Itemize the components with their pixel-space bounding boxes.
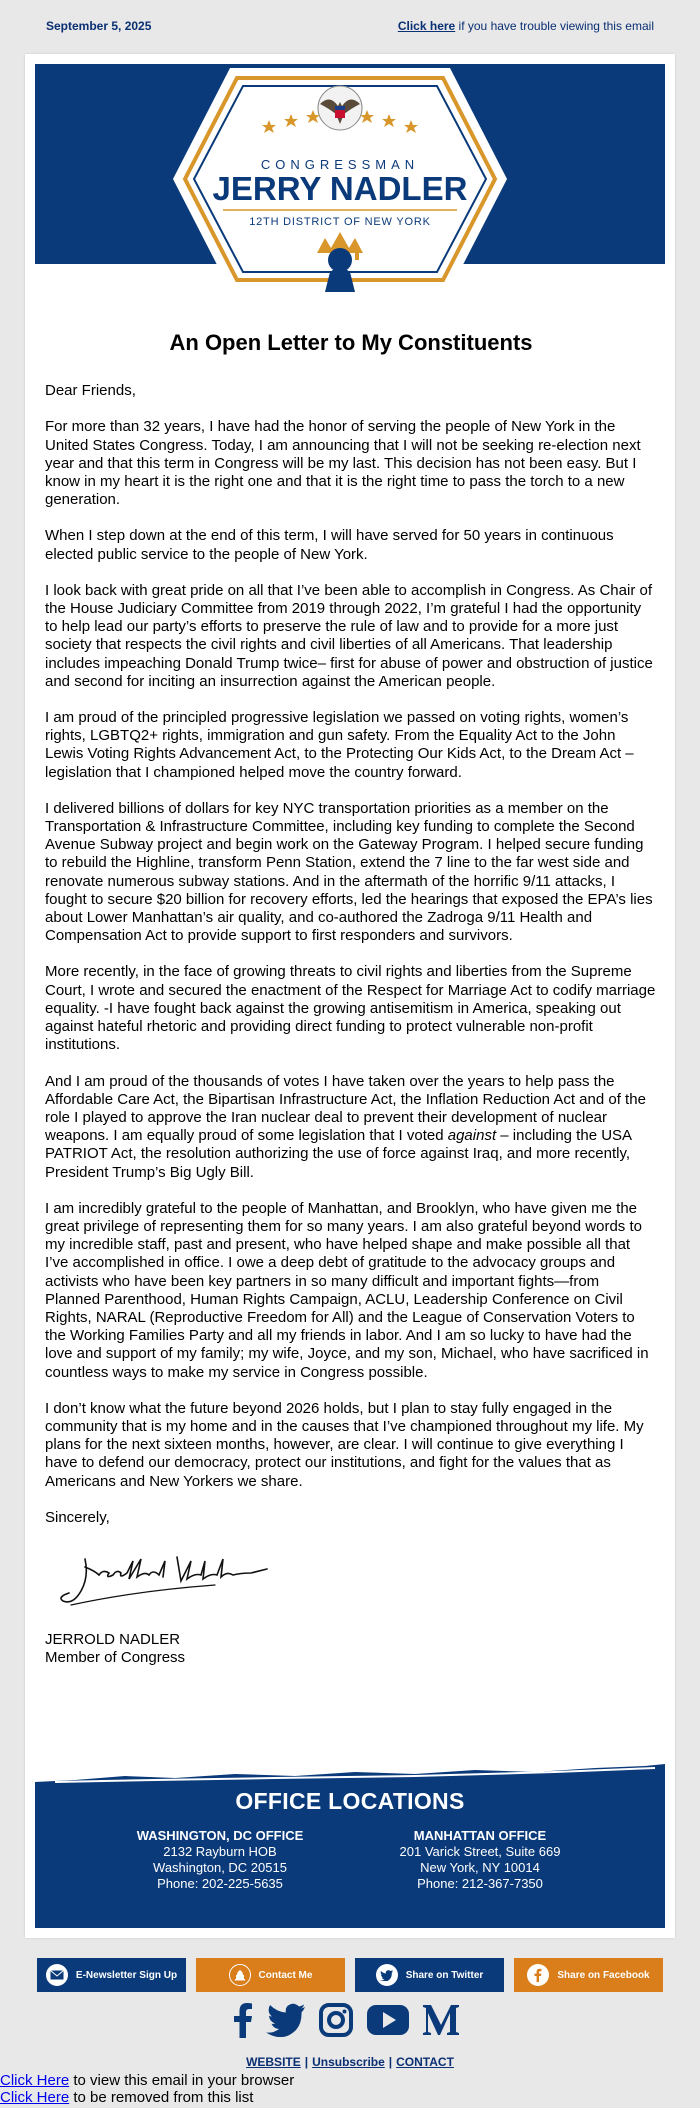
view-online-text: if you have trouble viewing this email (455, 19, 654, 33)
contact-link[interactable]: CONTACT (396, 2055, 454, 2069)
remove-line (0, 2089, 294, 2106)
facebook-icon (527, 1964, 549, 1986)
office-locations (35, 1760, 665, 1928)
link-separator: | (388, 2055, 393, 2069)
browser-view-text: to view this email in your browser (69, 2072, 295, 2089)
manhattan-office (355, 1828, 605, 1892)
twitter-social-icon[interactable] (266, 2003, 306, 2042)
share-facebook-label: Share on Facebook (557, 1969, 650, 1981)
letter-paragraph: I look back with great pride on all that I’ve been able to accomplish in Congress. As Chair of the House Judiciary Committee from 2019 through 2022, I’m grateful I had the opportunity to help lead our party’s efforts to preserve the rule of law and to provide for a more just society that respects the civil rights and civil liberties of all Americans. That leadership includes impeaching Donald Trump twice– first for abuse of power and obstruction of justice and second for inciting an insurrection against the American people. (45, 581, 653, 690)
dc-office-address-1: 2132 Rayburn HOB (163, 1844, 277, 1859)
newsletter-signup-label: E-Newsletter Sign Up (75, 1969, 178, 1981)
newsletter-signup-button[interactable] (37, 1958, 186, 1992)
letter-emphasis: against (447, 1127, 497, 1145)
congressman-logo (167, 58, 513, 304)
manhattan-office-phone: Phone: 212-367-7350 (417, 1876, 543, 1891)
logo-line1: CONGRESSMAN (260, 157, 420, 172)
browser-view-link[interactable]: Click Here (0, 2072, 70, 2089)
signature-image (55, 1547, 285, 1613)
manhattan-office-address-1: 201 Varick Street, Suite 669 (399, 1844, 561, 1859)
remove-link[interactable]: Click Here (0, 2089, 70, 2106)
manhattan-office-address-2: New York, NY 10014 (420, 1860, 540, 1875)
email-card (25, 54, 675, 1938)
letter-paragraph: I am incredibly grateful to the people of Manhattan, and Brooklyn, who have given me the great privilege of representing them for so many years. I am also grateful beyond words to my incredible staff, past and present, who have helped shape and make possible all that I’ve accomplished in office. I owe a deep debt of gratitude to the advocacy groups and activists who have been key partners in so many difficult and important fights—from Planned Parenthood, Human Rights Campaign, ACLU, Leadership Conference on Civil Rights, NARAL (Reproductive Freedom for All) and the League of Conservation Voters to the Working Families Party and all my friends in labor. And I am so lucky to have had the love and support of my family; my wife, Joyce, and my son, Michael, who have sacrificed in countless ways to make my service in Congress possible. (45, 1199, 649, 1381)
manhattan-office-name: MANHATTAN OFFICE (413, 1828, 547, 1843)
share-facebook-button[interactable] (514, 1958, 663, 1992)
capitol-icon (229, 1964, 251, 1986)
social-icons (232, 2002, 460, 2042)
letter-body (45, 330, 657, 1667)
view-online-notice (398, 19, 654, 33)
link-separator: | (304, 2055, 309, 2069)
twitter-icon (376, 1964, 398, 1986)
letter-paragraph: For more than 32 years, I have had the honor of serving the people of New York in the United States Congress. Today, I am announcing that I will not be seeking re-election next year and that this term in Congress will be my last. This decision has not been easy. But I know in my heart it is the right one and that it is the right time to pass the torch to a new generation. (45, 418, 641, 509)
letter-text: And I am proud of the thousands of votes I have taken over the years to help pass the Affordable Care Act, the Bipartisan Infrastructure Act, the Inflation Reduction Act and of the role I played to approve the Iran nuclear deal to prevent their development of nuclear weapons. I am equally proud of some legislation that I voted (45, 1072, 646, 1145)
logo-line3: 12TH DISTRICT OF NEW YORK (249, 216, 431, 228)
letter-greeting: Dear Friends, (45, 382, 136, 400)
dc-office-phone: Phone: 202-225-5635 (157, 1876, 283, 1891)
letter-paragraph: More recently, in the face of growing threats to civil rights and liberties from the Supreme Court, I wrote and secured the enactment of the Respect for Marriage Act to codify marriage equality. -I have fought back against the growing antisemitism in America, speaking out against hateful rhetoric and providing direct funding to protect vulnerable non-profit institutions. (45, 963, 656, 1054)
email-date: September 5, 2025 (46, 19, 152, 33)
letter-title: An Open Letter to My Constituents (169, 330, 533, 355)
signer-title: Member of Congress (45, 1649, 186, 1667)
letter-paragraph: I am proud of the principled progressive legislation we passed on voting rights, women’s rights, LGBTQ2+ rights, immigration and gun safety. From the Equality Act to the John Lewis Voting Rights Advancement Act, to the Protecting Our Kids Act, to the Dream Act – legislation that I championed helped move the country forward. (45, 709, 634, 781)
letter-paragraph (45, 1073, 657, 1182)
logo-line2: JERRY NADLER (212, 170, 468, 207)
facebook-social-icon[interactable] (232, 2002, 254, 2043)
dc-office (95, 1828, 345, 1892)
youtube-icon[interactable] (366, 2004, 410, 2041)
letter-closing: Sincerely, (45, 1508, 110, 1526)
unsubscribe-link[interactable]: Unsubscribe (312, 2055, 385, 2069)
office-locations-title: OFFICE LOCATIONS (235, 1788, 465, 1814)
letter-paragraph: When I step down at the end of this term, I will have served for 50 years in continuous elected public service to the people of New York. (45, 527, 614, 563)
letter-text: – including the USA PATRIOT Act, the resolution authorizing the use of force against Iraq, and more recently, President Trump’s Big Ugly Bill. (45, 1127, 632, 1181)
signer-name: JERROLD NADLER (45, 1630, 181, 1648)
website-link[interactable]: WEBSITE (246, 2055, 301, 2069)
envelope-icon (46, 1964, 68, 1986)
list-notice (0, 2072, 294, 2106)
dc-office-address-2: Washington, DC 20515 (153, 1860, 287, 1875)
action-buttons (37, 1958, 663, 1992)
share-twitter-button[interactable] (355, 1958, 504, 1992)
remove-text: to be removed from this list (69, 2089, 254, 2106)
dc-office-name: WASHINGTON, DC OFFICE (136, 1828, 304, 1843)
browser-view-line (0, 2072, 294, 2089)
letter-paragraph: I delivered billions of dollars for key NYC transportation priorities as a member on the Transportation & Infrastructure Committee, including key funding to complete the Second Avenue Subway project and begin work on the Gateway Program. I helped secure funding to rebuild the Highline, transform Penn Station, extend the 7 line to the far west side and renovate numerous subway stations. And in the aftermath of the horrific 9/11 attacks, I fought to secure $20 billion for recovery efforts, led the hearings that exposed the EPA’s lies about Lower Manhattan’s air quality, and co-authored the Zadroga 9/11 Health and Compensation Act to provide support to first responders and survivors. (45, 799, 653, 945)
view-online-link[interactable]: Click here (397, 19, 456, 33)
footer-links (0, 2055, 700, 2069)
top-bar (0, 0, 700, 52)
eagle-seal-icon (318, 86, 362, 130)
contact-me-button[interactable] (196, 1958, 345, 1992)
share-twitter-label: Share on Twitter (405, 1969, 484, 1981)
instagram-icon[interactable] (318, 2002, 354, 2043)
contact-me-label: Contact Me (258, 1969, 313, 1981)
letter-paragraph: I don’t know what the future beyond 2026 holds, but I plan to stay fully engaged in the community that is my home and in the causes that I’ve championed throughout my life. My plans for the next sixteen months, however, are clear. I will continue to give everything I have to defend our democracy, protect our institutions, and fight for the values that as Americans and New Yorkers we share. (45, 1399, 644, 1490)
medium-icon[interactable] (422, 2003, 460, 2042)
